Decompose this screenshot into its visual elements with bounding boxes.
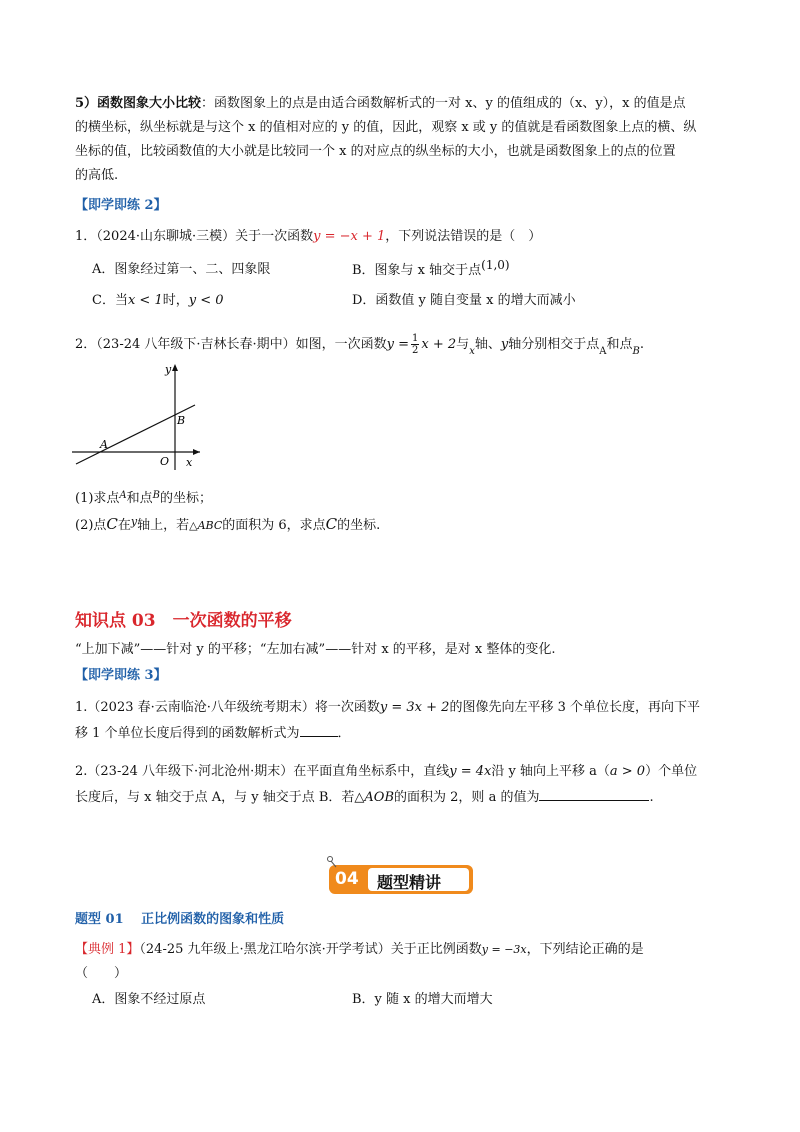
type01-ex-paren: （ ） — [75, 966, 128, 981]
p2-q2-ptA: A — [599, 346, 607, 357]
p2-q2-sub1 — [75, 487, 735, 512]
practice2-label: 【即学即练 2】 — [75, 198, 167, 213]
p2-q1-stem — [75, 225, 735, 249]
section-badge-04 — [327, 856, 475, 894]
p2-q1-optB — [352, 258, 510, 283]
type01-ex-func: y = −3x — [481, 943, 527, 956]
type01-ex-b: ，下列结论正确的是 — [526, 942, 644, 957]
p3-q1-line1 — [75, 696, 735, 720]
badge-number: 04 — [335, 869, 359, 889]
p2-q2-frac-den: 2 — [412, 345, 419, 356]
p2-q2-figure — [72, 362, 202, 472]
x-axis-arrow — [193, 449, 200, 455]
p3-q2-f: . — [649, 790, 654, 805]
p3-q1-b: 的图像先向左平移 3 个单位长度，再向下平 — [449, 700, 700, 715]
sec5-line2: 的横坐标，纵坐标就是与这个 x 的值相对应的 y 的值，因此，观察 x 或 y 的值就是看函数图象上点的横、纵 — [75, 120, 697, 135]
p3-q1-a: 1.（2023 春·云南临沧·八年级统考期末）将一次函数 — [75, 700, 380, 715]
p2-q2-sub2 — [75, 512, 735, 538]
p2-q2-sub1-b: 和点 — [126, 491, 153, 506]
sec5-line3: 坐标的值，比较函数值的大小就是比较同一个 x 的对应点的纵坐标的大小，也就是函数图象上的点的位置 — [75, 144, 676, 159]
p2-q2-y: y — [500, 337, 509, 352]
type01-ex-a: （24-25 九年级上·黑龙江哈尔滨·开学考试）关于正比例函数 — [139, 942, 482, 957]
p2-q2-sub2-C2: C — [325, 515, 338, 533]
p2-q2-stem-a: 2．（23-24 八年级下·吉林长春·期中）如图，一次函数 — [75, 337, 387, 352]
y-axis-arrow — [172, 364, 178, 371]
p2-q2-stem-d: 轴分别相交于点 — [508, 337, 600, 352]
kp03-desc: “上加下减”——针对 y 的平移；“左加右减”——针对 x 的平移，是对 x 整体的变化. — [75, 642, 556, 657]
p2-q2-sub2-e: 的坐标. — [337, 518, 381, 533]
p2-q2-sub2-y: y — [130, 515, 138, 528]
fig-label-O: O — [160, 455, 170, 468]
p3-q2-func: y = 4x — [449, 764, 492, 779]
sec5-title: 5）函数图象大小比较 — [75, 96, 202, 111]
p2-q2-sub1-B: B — [152, 490, 161, 501]
p2-q2-stem-c: 轴、 — [474, 337, 501, 352]
p3-q2-answer-blank[interactable] — [539, 787, 649, 801]
p2-q1-optA: A．图象经过第一、二、四象限 — [92, 262, 271, 277]
p3-q2-d: 长度后，与 x 轴交于点 A，与 y 轴交于点 B．若 — [75, 790, 355, 805]
p2-q2-sub2-a: (2)点 — [75, 518, 107, 533]
p2-q1-optC-a: C．当 — [92, 293, 128, 308]
fig-label-y: y — [165, 363, 172, 376]
p3-q2-tri: △AOB — [354, 790, 395, 805]
p3-q1-d: ． — [337, 726, 351, 741]
type01-optB: B．y 随 x 的增大而增大 — [352, 992, 493, 1007]
type01-optA: A．图象不经过原点 — [92, 992, 206, 1007]
p2-q1-optC — [92, 289, 224, 313]
p3-q1-line2 — [75, 722, 735, 746]
p2-q2-sub2-tri: △ABC — [189, 519, 223, 532]
p2-q2-sub2-C: C — [106, 515, 118, 533]
p2-q1-stem-b: ，下列说法错误的是（ ） — [385, 229, 542, 244]
p2-q2-ptB: B — [632, 346, 640, 357]
sec5-line4: 的高低. — [75, 168, 119, 183]
p2-q2-sub2-d: 的面积为 6，求点 — [222, 518, 326, 533]
p3-q2-line2 — [75, 786, 735, 810]
p2-q1-optC-m: x < 1 — [127, 293, 163, 308]
p2-q1-optB-text: B．图象与 x 轴交于点 — [352, 263, 482, 278]
p2-q2-func-rest: x + 2 — [421, 337, 457, 352]
p2-q2-stem — [75, 330, 735, 360]
p3-q2-line1 — [75, 760, 735, 784]
p2-q1-optB-point: (1,0) — [481, 258, 510, 272]
p2-q1-optC-b: 时， — [162, 293, 189, 308]
p2-q2-frac-num: 1 — [412, 333, 419, 344]
p2-q1-func: y = −x + 1 — [313, 229, 386, 244]
p2-q1-stem-a: 1．（2024·山东聊城·三模）关于一次函数 — [75, 229, 314, 244]
p3-q1-c: 移 1 个单位长度后得到的函数解析式为 — [75, 726, 300, 741]
p2-q2-sub2-c: 轴上，若 — [137, 518, 190, 533]
badge-text: 题型精讲 — [377, 873, 442, 892]
type01-title: 题型 01 正比例函数的图象和性质 — [75, 912, 285, 927]
p3-q2-a: 2.（23-24 八年级下·河北沧州·期末）在平面直角坐标系中，直线 — [75, 764, 450, 779]
type01-ex-line1 — [75, 938, 735, 962]
sec5-text1: ：函数图象上的点是由适合函数解析式的一对 x、y 的值组成的（x、y），x 的值是点 — [201, 96, 686, 111]
p2-q2-stem-b: 与 — [456, 337, 470, 352]
p3-q1-func: y = 3x + 2 — [379, 700, 450, 715]
fig-label-x: x — [186, 456, 193, 469]
sec5-line1 — [75, 92, 735, 116]
p3-q2-b: 沿 y 轴向上平移 a（ — [491, 764, 610, 779]
p2-q2-sub1-A: A — [119, 490, 127, 501]
p2-q2-stem-f: . — [639, 337, 644, 352]
p3-q2-c: ）个单位 — [645, 764, 698, 779]
badge-pin-icon — [328, 857, 333, 862]
section-5 — [75, 92, 735, 188]
p3-q2-cond: a > 0 — [609, 764, 646, 779]
kp03-heading: 知识点 03 一次函数的平移 — [75, 611, 292, 631]
p2-q2-sub1-a: (1)求点 — [75, 491, 120, 506]
practice3-label: 【即学即练 3】 — [75, 668, 167, 683]
p3-q1-answer-blank[interactable] — [300, 723, 338, 737]
p2-q2-sub2-b: 在 — [117, 518, 131, 533]
p3-q2-e: 的面积为 2，则 a 的值为 — [394, 790, 540, 805]
p2-q2-func-y: y = — [386, 337, 410, 352]
p2-q2-fraction — [411, 333, 419, 356]
fig-label-A: A — [100, 438, 108, 451]
fig-label-B: B — [177, 414, 186, 427]
p2-q2-stem-e: 和点 — [606, 337, 633, 352]
p2-q1-optD: D．函数值 y 随自变量 x 的增大而减小 — [352, 293, 576, 308]
type01-ex-label: 【典例 1】 — [75, 942, 140, 957]
p2-q2-sub1-c: 的坐标； — [160, 491, 213, 506]
p2-q2-x: x — [469, 346, 475, 357]
p2-q1-optC-c: y < 0 — [188, 293, 224, 308]
